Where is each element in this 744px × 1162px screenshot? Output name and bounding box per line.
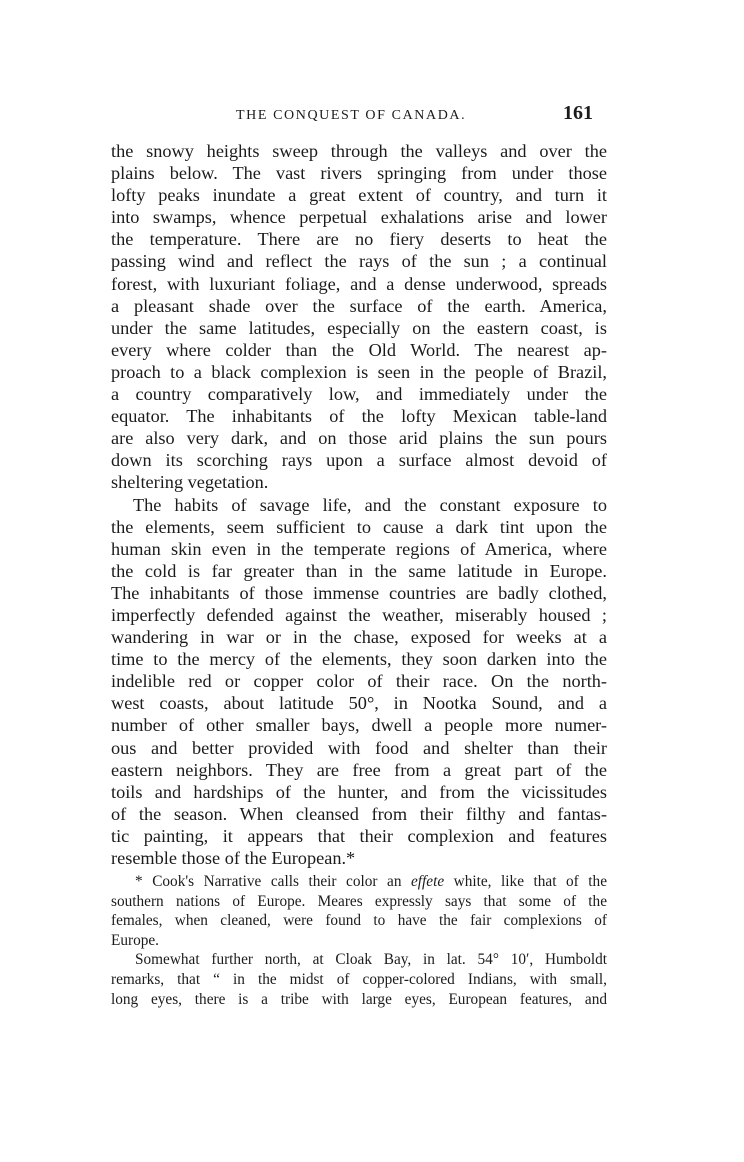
- body-paragraph-2: [111, 494, 607, 870]
- footnotes: [111, 872, 607, 1009]
- footnote-line: southern nations of Europe. Meares expressly says that some of the: [111, 892, 607, 910]
- text-line: The habits of savage life, and the constant exposure to: [133, 494, 607, 515]
- text-line: of the season. When cleansed from their filthy and fantas-: [111, 803, 607, 824]
- text-line: under the same latitudes, especially on the eastern coast, is: [111, 317, 607, 338]
- footnote-line: long eyes, there is a tribe with large eyes, European features, and: [111, 990, 607, 1008]
- text-line: time to the mercy of the elements, they soon darken into the: [111, 649, 607, 670]
- text-line: indelible red or copper color of their race. On the north-: [111, 671, 607, 692]
- footnote-line: Somewhat further north, at Cloak Bay, in lat. 54° 10′, Humboldt: [135, 951, 607, 969]
- text-line: ous and better provided with food and shelter than their: [111, 737, 607, 758]
- text-line: west coasts, about latitude 50°, in Nootka Sound, and a: [111, 693, 607, 714]
- footnote-line: remarks, that “ in the midst of copper-colored Indians, with small,: [111, 970, 607, 988]
- text-line: The inhabitants of those immense countries are badly clothed,: [111, 582, 607, 603]
- text-line: forest, with luxuriant foliage, and a dense underwood, spreads: [111, 273, 607, 294]
- text-line: every where colder than the Old World. The nearest ap-: [111, 339, 607, 360]
- footnote-line: Europe.: [111, 931, 159, 949]
- text-line: down its scorching rays upon a surface almost devoid of: [111, 450, 607, 471]
- text-line: wandering in war or in the chase, exposed for weeks at a: [111, 627, 607, 648]
- text-line: the elements, seem sufficient to cause a dark tint upon the: [111, 516, 607, 537]
- footnote-text: * Cook's Narrative calls their color an: [135, 873, 412, 890]
- text-line: number of other smaller bays, dwell a people more numer-: [111, 715, 607, 736]
- text-line: human skin even in the temperate regions of America, where: [111, 538, 607, 559]
- body-paragraph-1: [111, 140, 607, 494]
- text-line: resemble those of the European.*: [111, 848, 356, 868]
- running-head: THE CONQUEST OF CANADA.: [236, 108, 467, 123]
- text-line: toils and hardships of the hunter, and from the vicissitudes: [111, 781, 607, 802]
- body-text: [111, 140, 607, 869]
- text-line: equator. The inhabitants of the lofty Mexican table-land: [111, 406, 607, 427]
- footnote-paragraph-1: [111, 872, 607, 950]
- footnote-paragraph-2: [111, 950, 607, 1009]
- text-line: the cold is far greater than in the same latitude in Europe.: [111, 560, 607, 581]
- page-number: 161: [563, 102, 593, 124]
- text-line: the temperature. There are no fiery deserts to heat the: [111, 229, 607, 250]
- footnote-line: [111, 872, 607, 892]
- text-line: a pleasant shade over the surface of the earth. America,: [111, 295, 607, 316]
- footnote-text: white, like that of the: [444, 873, 607, 890]
- text-line: proach to a black complexion is seen in the people of Brazil,: [111, 361, 607, 382]
- text-line: are also very dark, and on those arid plains the sun pours: [111, 428, 607, 449]
- text-line: tic painting, it appears that their complexion and features: [111, 825, 607, 846]
- footnote-italic-word: effete: [411, 873, 445, 890]
- text-line: sheltering vegetation.: [111, 472, 269, 493]
- page-header: [0, 100, 744, 130]
- text-line: a country comparatively low, and immediately under the: [111, 384, 607, 405]
- text-line: eastern neighbors. They are free from a great part of the: [111, 759, 607, 780]
- text-line: imperfectly defended against the weather, miserably housed ;: [111, 604, 607, 625]
- text-line: lofty peaks inundate a great extent of country, and turn it: [111, 185, 607, 206]
- text-line: the snowy heights sweep through the valleys and over the: [111, 141, 607, 161]
- text-line: into swamps, whence perpetual exhalations arise and lower: [111, 207, 607, 228]
- text-line: plains below. The vast rivers springing from under those: [111, 163, 607, 184]
- text-line: passing wind and reflect the rays of the sun ; a continual: [111, 251, 607, 272]
- footnote-line: females, when cleaned, were found to have the fair complexions of: [111, 912, 607, 930]
